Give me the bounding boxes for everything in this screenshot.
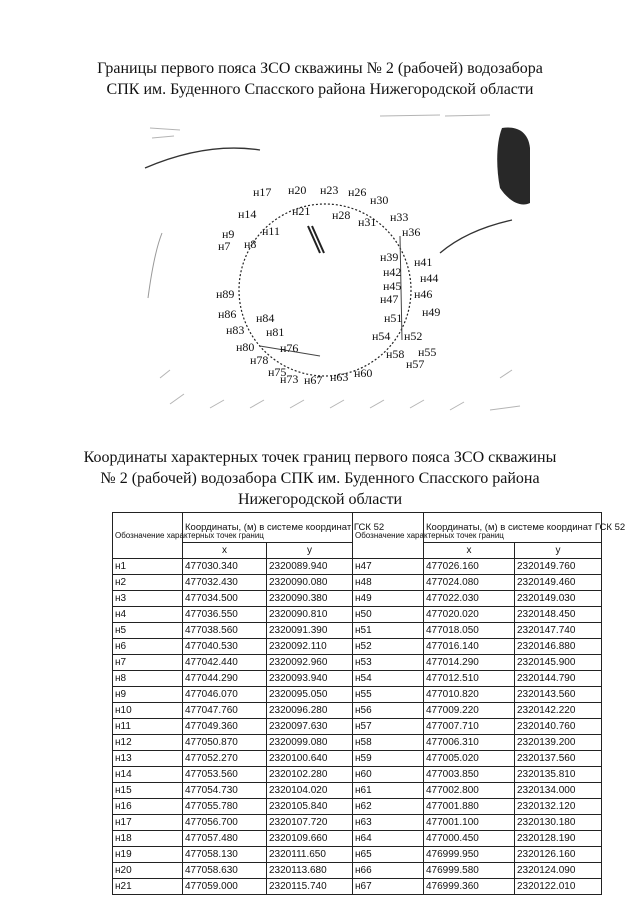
table-cell: 477001.100 bbox=[424, 815, 515, 831]
point-label-н60: н60 bbox=[354, 366, 373, 380]
table-cell: н3 bbox=[113, 591, 183, 607]
table-cell: 2320145.900 bbox=[515, 655, 602, 671]
table-row bbox=[113, 655, 602, 671]
point-label-н55: н55 bbox=[418, 345, 437, 359]
table-cell: 477047.760 bbox=[183, 703, 267, 719]
map-dark-area bbox=[497, 128, 530, 205]
table-cell: 477057.480 bbox=[183, 831, 267, 847]
point-label-н83: н83 bbox=[226, 323, 245, 337]
table-cell: н47 bbox=[353, 559, 424, 575]
table-row bbox=[113, 623, 602, 639]
map-background bbox=[150, 115, 520, 410]
table-cell: 2320149.030 bbox=[515, 591, 602, 607]
title-line-1: Границы первого пояса ЗСО скважины № 2 (рабочей) водозабора bbox=[97, 60, 543, 77]
table-cell: 477014.290 bbox=[424, 655, 515, 671]
table-cell: 477001.880 bbox=[424, 799, 515, 815]
point-label-н84: н84 bbox=[256, 311, 275, 325]
table-cell: 2320104.020 bbox=[267, 783, 353, 799]
table-cell: 2320146.880 bbox=[515, 639, 602, 655]
table-cell: 477020.020 bbox=[424, 607, 515, 623]
table-cell: 2320090.810 bbox=[267, 607, 353, 623]
title-line-2: СПК им. Буденного Спасского района Нижегородской области bbox=[106, 81, 534, 98]
table-cell: н16 bbox=[113, 799, 183, 815]
table-row bbox=[113, 719, 602, 735]
point-label-н63: н63 bbox=[330, 370, 349, 384]
table-cell: 2320109.660 bbox=[267, 831, 353, 847]
point-label-н41: н41 bbox=[414, 255, 433, 269]
table-cell: н56 bbox=[353, 703, 424, 719]
table-cell: 477053.560 bbox=[183, 767, 267, 783]
section-title-line-2: № 2 (рабочей) водозабора СПК им. Буденного Спасского района bbox=[100, 470, 540, 487]
table-cell: н10 bbox=[113, 703, 183, 719]
table-cell: 477007.710 bbox=[424, 719, 515, 735]
table-cell: 477040.530 bbox=[183, 639, 267, 655]
table-cell: н62 bbox=[353, 799, 424, 815]
coordinates-table bbox=[112, 512, 626, 895]
table-cell: 477016.140 bbox=[424, 639, 515, 655]
point-label-н31: н31 bbox=[358, 215, 377, 229]
table-cell: 2320130.180 bbox=[515, 815, 602, 831]
table-cell: 2320142.220 bbox=[515, 703, 602, 719]
table-cell: н15 bbox=[113, 783, 183, 799]
table-cell: 477003.850 bbox=[424, 767, 515, 783]
table-row bbox=[113, 783, 602, 799]
point-label-н44: н44 bbox=[420, 271, 439, 285]
table-cell: 477010.820 bbox=[424, 687, 515, 703]
table-cell: н57 bbox=[353, 719, 424, 735]
table-cell: 2320135.810 bbox=[515, 767, 602, 783]
table-cell: 477012.510 bbox=[424, 671, 515, 687]
table-row bbox=[113, 639, 602, 655]
table-cell: 477032.430 bbox=[183, 575, 267, 591]
header-y-left: y bbox=[267, 543, 353, 559]
table-cell: 477036.550 bbox=[183, 607, 267, 623]
table-cell: 477006.310 bbox=[424, 735, 515, 751]
table-cell: 2320148.450 bbox=[515, 607, 602, 623]
table-cell: 2320090.080 bbox=[267, 575, 353, 591]
table-cell: 2320134.000 bbox=[515, 783, 602, 799]
table-cell: н17 bbox=[113, 815, 183, 831]
table-cell: н50 bbox=[353, 607, 424, 623]
point-label-н78: н78 bbox=[250, 353, 269, 367]
table-cell: 2320096.280 bbox=[267, 703, 353, 719]
point-label-н17: н17 bbox=[253, 185, 272, 199]
table-cell: н55 bbox=[353, 687, 424, 703]
table-row bbox=[113, 559, 602, 575]
table-cell: н66 bbox=[353, 863, 424, 879]
table-cell: 2320122.010 bbox=[515, 879, 602, 895]
point-label-н14: н14 bbox=[238, 207, 257, 221]
point-label-н23: н23 bbox=[320, 183, 339, 197]
table-cell: 477058.630 bbox=[183, 863, 267, 879]
table-cell: н19 bbox=[113, 847, 183, 863]
table-cell: 2320100.640 bbox=[267, 751, 353, 767]
table-cell: 2320090.380 bbox=[267, 591, 353, 607]
point-label-н73: н73 bbox=[280, 372, 299, 386]
page-title bbox=[0, 58, 640, 100]
section-title-line-1: Координаты характерных точек границ первого пояса ЗСО скважины bbox=[83, 449, 557, 466]
point-label-н67: н67 bbox=[304, 373, 323, 387]
table-cell: 2320095.050 bbox=[267, 687, 353, 703]
table-cell: н48 bbox=[353, 575, 424, 591]
section-title-line-3: Нижегородской области bbox=[237, 491, 402, 508]
table-row bbox=[113, 767, 602, 783]
table-cell: 477005.020 bbox=[424, 751, 515, 767]
table-cell: 2320092.110 bbox=[267, 639, 353, 655]
table-cell: н2 bbox=[113, 575, 183, 591]
table-cell: 2320099.080 bbox=[267, 735, 353, 751]
table-cell: 2320140.760 bbox=[515, 719, 602, 735]
point-label-н57: н57 bbox=[406, 357, 425, 371]
section-title bbox=[0, 447, 640, 510]
table-cell: 2320147.740 bbox=[515, 623, 602, 639]
table-cell: 2320139.200 bbox=[515, 735, 602, 751]
point-label-н39: н39 bbox=[380, 250, 399, 264]
table-cell: н12 bbox=[113, 735, 183, 751]
table-row bbox=[113, 847, 602, 863]
table-cell: 476999.360 bbox=[424, 879, 515, 895]
point-label-н46: н46 bbox=[414, 287, 433, 301]
point-label-н30: н30 bbox=[370, 193, 389, 207]
table-cell: 477046.070 bbox=[183, 687, 267, 703]
point-label-н58: н58 bbox=[386, 347, 405, 361]
table-row bbox=[113, 831, 602, 847]
table-cell: н67 bbox=[353, 879, 424, 895]
table-row bbox=[113, 703, 602, 719]
point-label-н76: н76 bbox=[280, 341, 299, 355]
table-cell: н64 bbox=[353, 831, 424, 847]
header-coords-left: Координаты, (м) в системе координат ГСК 52 bbox=[183, 513, 353, 543]
table-cell: н8 bbox=[113, 671, 183, 687]
table-cell: 2320115.740 bbox=[267, 879, 353, 895]
table-row bbox=[113, 687, 602, 703]
table-cell: 477034.500 bbox=[183, 591, 267, 607]
table-cell: н18 bbox=[113, 831, 183, 847]
table-cell: 477050.870 bbox=[183, 735, 267, 751]
table-cell: 2320093.940 bbox=[267, 671, 353, 687]
header-point-label-right: Обозначение характерных точек границ bbox=[353, 513, 424, 559]
table-cell: 2320132.120 bbox=[515, 799, 602, 815]
table-row bbox=[113, 751, 602, 767]
point-label-н8: н8 bbox=[244, 237, 257, 251]
point-label-н42: н42 bbox=[383, 265, 402, 279]
map-road-left bbox=[145, 148, 260, 168]
table-row bbox=[113, 815, 602, 831]
table-cell: 477022.030 bbox=[424, 591, 515, 607]
table-cell: 2320124.090 bbox=[515, 863, 602, 879]
table-cell: 2320097.630 bbox=[267, 719, 353, 735]
point-label-н89: н89 bbox=[216, 287, 235, 301]
table-cell: 2320144.790 bbox=[515, 671, 602, 687]
table-cell: 2320102.280 bbox=[267, 767, 353, 783]
table-row bbox=[113, 879, 602, 895]
table-cell: 477055.780 bbox=[183, 799, 267, 815]
table-cell: 477018.050 bbox=[424, 623, 515, 639]
table-cell: 2320092.960 bbox=[267, 655, 353, 671]
table-cell: 477054.730 bbox=[183, 783, 267, 799]
table-cell: 476999.950 bbox=[424, 847, 515, 863]
table-cell: 2320091.390 bbox=[267, 623, 353, 639]
table-cell: 477052.270 bbox=[183, 751, 267, 767]
well-marker bbox=[308, 226, 324, 253]
table-cell: н5 bbox=[113, 623, 183, 639]
point-label-н49: н49 bbox=[422, 305, 441, 319]
table-cell: 2320107.720 bbox=[267, 815, 353, 831]
table-cell: 477002.800 bbox=[424, 783, 515, 799]
table-cell: н21 bbox=[113, 879, 183, 895]
table-row bbox=[113, 863, 602, 879]
table-row bbox=[113, 591, 602, 607]
table-cell: н51 bbox=[353, 623, 424, 639]
table-cell: 477000.450 bbox=[424, 831, 515, 847]
table-cell: 477058.130 bbox=[183, 847, 267, 863]
table-cell: н9 bbox=[113, 687, 183, 703]
table-cell: н53 bbox=[353, 655, 424, 671]
table-cell: 477026.160 bbox=[424, 559, 515, 575]
table-row bbox=[113, 607, 602, 623]
table-cell: н4 bbox=[113, 607, 183, 623]
table-cell: 477009.220 bbox=[424, 703, 515, 719]
table-cell: 477044.290 bbox=[183, 671, 267, 687]
point-label-н81: н81 bbox=[266, 325, 285, 339]
header-point-label-left: Обозначение характерных точек границ bbox=[113, 513, 183, 559]
table-cell: 2320111.650 bbox=[267, 847, 353, 863]
table-body bbox=[113, 559, 602, 895]
table-cell: 476999.580 bbox=[424, 863, 515, 879]
point-label-н75: н75 bbox=[268, 365, 287, 379]
table-row bbox=[113, 735, 602, 751]
table-cell: 477042.440 bbox=[183, 655, 267, 671]
table-cell: 477056.700 bbox=[183, 815, 267, 831]
table-cell: 2320137.560 bbox=[515, 751, 602, 767]
table-row bbox=[113, 671, 602, 687]
point-label-н33: н33 bbox=[390, 210, 409, 224]
table-cell: н13 bbox=[113, 751, 183, 767]
table-cell: н59 bbox=[353, 751, 424, 767]
table-cell: н58 bbox=[353, 735, 424, 751]
table-row bbox=[113, 799, 602, 815]
table-row bbox=[113, 575, 602, 591]
header-x-left: x bbox=[183, 543, 267, 559]
point-label-н20: н20 bbox=[288, 183, 307, 197]
point-label-н28: н28 bbox=[332, 208, 351, 222]
table-cell: н61 bbox=[353, 783, 424, 799]
point-label-н21: н21 bbox=[292, 204, 311, 218]
map-road-right bbox=[440, 220, 512, 253]
table-cell: 2320126.160 bbox=[515, 847, 602, 863]
table-cell: н49 bbox=[353, 591, 424, 607]
point-label-н54: н54 bbox=[372, 329, 391, 343]
point-label-н11: н11 bbox=[262, 224, 280, 238]
table-cell: н54 bbox=[353, 671, 424, 687]
point-label-н80: н80 bbox=[236, 340, 255, 354]
table-cell: н7 bbox=[113, 655, 183, 671]
table-cell: 477059.000 bbox=[183, 879, 267, 895]
point-label-н36: н36 bbox=[402, 225, 421, 239]
table-cell: 477038.560 bbox=[183, 623, 267, 639]
table-cell: 2320143.560 bbox=[515, 687, 602, 703]
boundary-map bbox=[140, 108, 530, 428]
table-cell: н65 bbox=[353, 847, 424, 863]
table-cell: н52 bbox=[353, 639, 424, 655]
table-cell: н20 bbox=[113, 863, 183, 879]
table-cell: 2320113.680 bbox=[267, 863, 353, 879]
table-cell: 2320105.840 bbox=[267, 799, 353, 815]
table-cell: 2320149.760 bbox=[515, 559, 602, 575]
table-cell: н1 bbox=[113, 559, 183, 575]
point-label-н86: н86 bbox=[218, 307, 237, 321]
table-cell: 477049.360 bbox=[183, 719, 267, 735]
table-cell: 477030.340 bbox=[183, 559, 267, 575]
point-label-н45: н45 bbox=[383, 279, 402, 293]
header-x-right: x bbox=[424, 543, 515, 559]
table-cell: 477024.080 bbox=[424, 575, 515, 591]
point-label-н52: н52 bbox=[404, 329, 423, 343]
table-cell: 2320128.190 bbox=[515, 831, 602, 847]
header-y-right: y bbox=[515, 543, 602, 559]
table-cell: н63 bbox=[353, 815, 424, 831]
table-cell: н6 bbox=[113, 639, 183, 655]
header-coords-right: Координаты, (м) в системе координат ГСК 52 bbox=[424, 513, 602, 543]
point-label-н7: н7 bbox=[218, 239, 231, 253]
table-cell: 2320089.940 bbox=[267, 559, 353, 575]
point-label-н26: н26 bbox=[348, 185, 367, 199]
table-cell: н11 bbox=[113, 719, 183, 735]
map-streak bbox=[148, 233, 162, 298]
table-cell: 2320149.460 bbox=[515, 575, 602, 591]
point-label-н47: н47 bbox=[380, 292, 399, 306]
point-label-н51: н51 bbox=[384, 311, 403, 325]
table-cell: н60 bbox=[353, 767, 424, 783]
table-cell: н14 bbox=[113, 767, 183, 783]
point-label-н9: н9 bbox=[222, 227, 235, 241]
